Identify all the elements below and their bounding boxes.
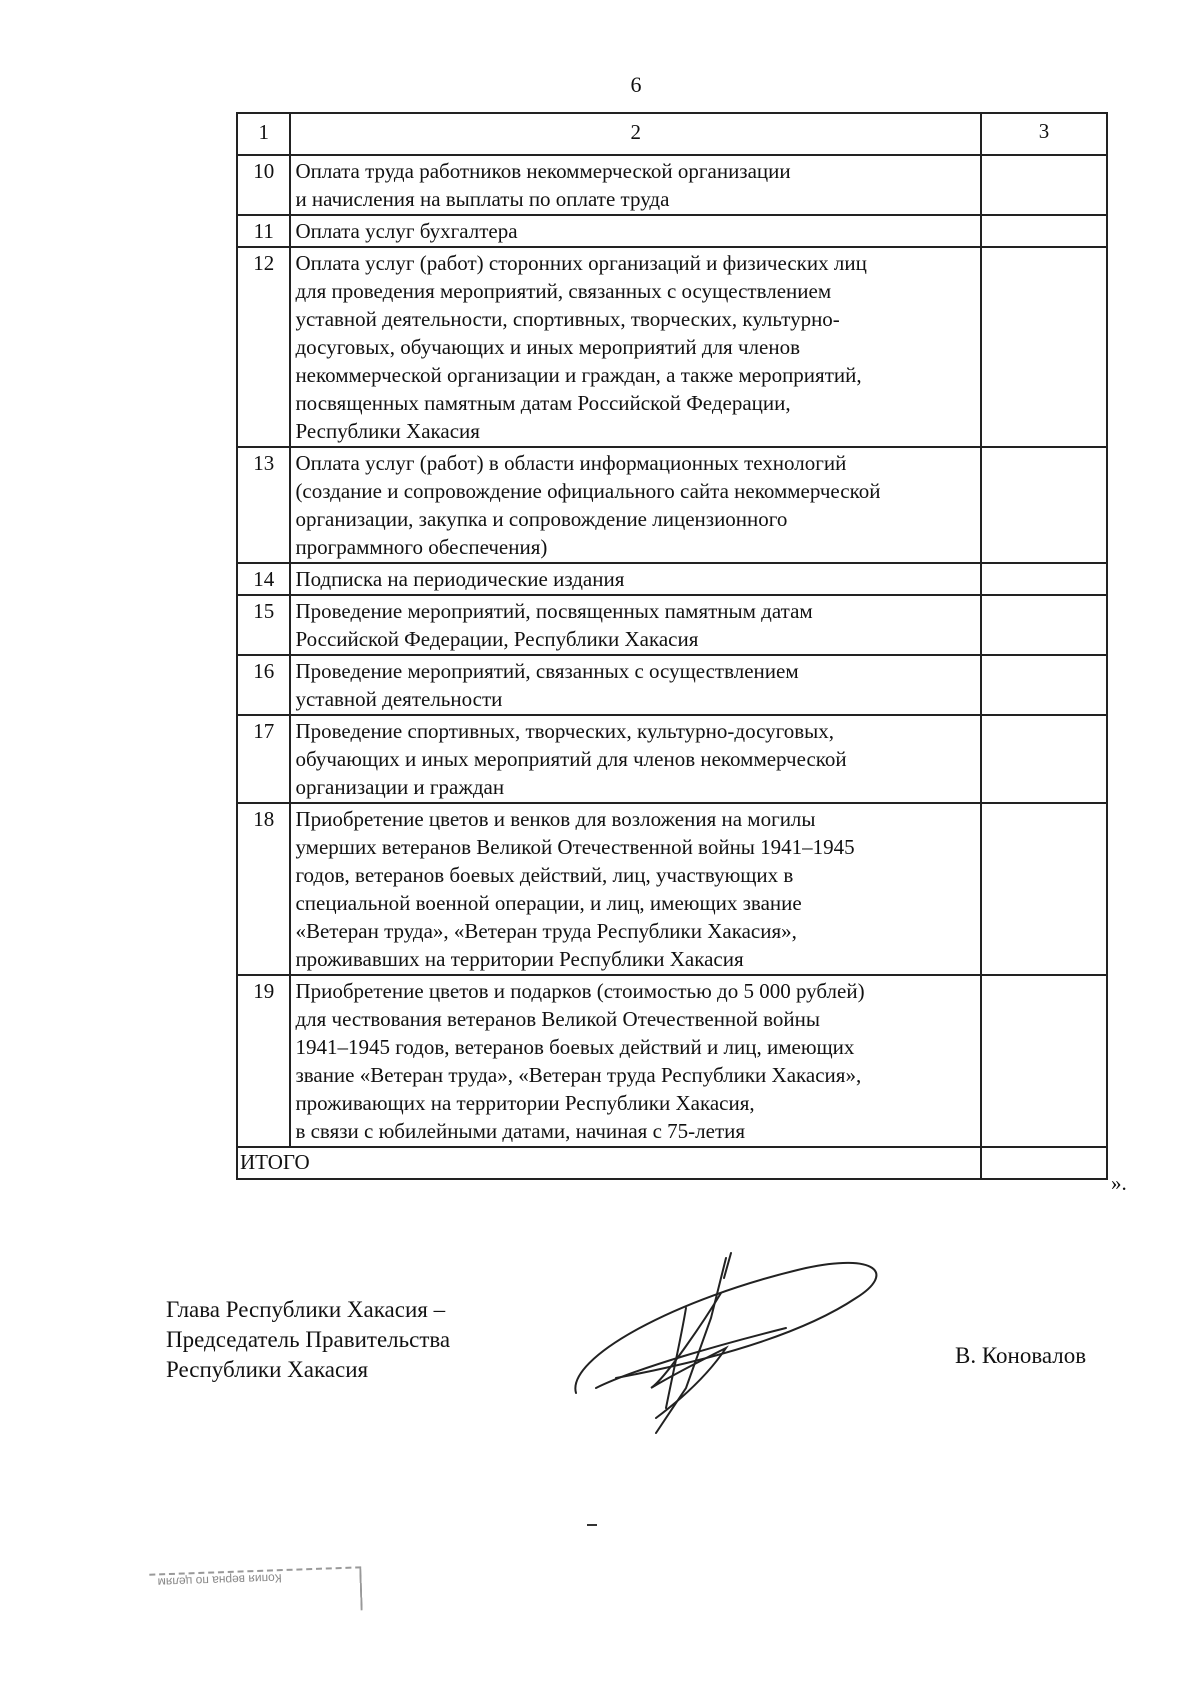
table-row xyxy=(237,447,1107,563)
row-description xyxy=(290,155,981,215)
row-number: 17 xyxy=(237,715,290,803)
row-description-line: проживавших на территории Республики Хакасия xyxy=(295,947,744,971)
total-amount xyxy=(981,1147,1107,1179)
row-number: 16 xyxy=(237,655,290,715)
row-number: 18 xyxy=(237,803,290,975)
row-amount xyxy=(981,447,1107,563)
row-description-line: специальной военной операции, и лиц, имеющих звание xyxy=(295,891,802,915)
row-description-line: досуговых, обучающих и иных мероприятий для членов xyxy=(295,335,800,359)
row-description-line: «Ветеран труда», «Ветеран труда Республики Хакасия», xyxy=(295,919,797,943)
total-label: ИТОГО xyxy=(237,1147,981,1179)
row-description-line: Республики Хакасия xyxy=(295,419,480,443)
row-description-line: обучающих и иных мероприятий для членов некоммерческой xyxy=(295,747,847,771)
table-header-row xyxy=(237,113,1107,155)
signer-name: В. Коновалов xyxy=(955,1343,1087,1368)
row-description xyxy=(290,563,981,595)
table-row xyxy=(237,155,1107,215)
copy-stamp xyxy=(149,1566,362,1617)
row-description-line: посвященных памятным датам Российской Федерации, xyxy=(295,391,791,415)
row-number: 19 xyxy=(237,975,290,1147)
row-amount xyxy=(981,803,1107,975)
signer-title xyxy=(166,1295,450,1385)
table-row xyxy=(237,803,1107,975)
page-mark xyxy=(587,1524,597,1526)
row-description-line: организации и граждан xyxy=(295,775,505,799)
total-row xyxy=(237,1147,1107,1179)
row-description xyxy=(290,655,981,715)
closing-quote: ». xyxy=(1111,1171,1127,1195)
row-amount xyxy=(981,247,1107,447)
expense-table xyxy=(236,112,1108,1180)
row-description-line: Проведение спортивных, творческих, культурно-досуговых, xyxy=(295,719,835,743)
row-number: 15 xyxy=(237,595,290,655)
row-description-line: Приобретение цветов и подарков (стоимостью до 5 000 рублей) xyxy=(295,979,865,1003)
row-number: 12 xyxy=(237,247,290,447)
row-description xyxy=(290,975,981,1147)
header-col-1: 1 xyxy=(237,113,290,155)
row-amount xyxy=(981,595,1107,655)
table-row xyxy=(237,595,1107,655)
row-description-line: организации, закупка и сопровождение лицензионного xyxy=(295,507,788,531)
row-description-line: Проведение мероприятий, посвященных памятным датам xyxy=(295,599,813,623)
row-amount xyxy=(981,655,1107,715)
signer-title-line: Глава Республики Хакасия – xyxy=(166,1297,446,1322)
row-description-line: для чествования ветеранов Великой Отечественной войны xyxy=(295,1007,821,1031)
page-number: 6 xyxy=(630,72,642,97)
row-amount xyxy=(981,563,1107,595)
signer-title-line: Республики Хакасия xyxy=(166,1357,369,1382)
header-col-3: 3 xyxy=(981,113,1107,155)
row-description-line: умерших ветеранов Великой Отечественной войны 1941–1945 xyxy=(295,835,855,859)
row-number: 13 xyxy=(237,447,290,563)
table-row xyxy=(237,715,1107,803)
row-description-line: уставной деятельности, спортивных, творческих, культурно- xyxy=(295,307,840,331)
row-description-line: звание «Ветеран труда», «Ветеран труда Республики Хакасия», xyxy=(295,1063,862,1087)
row-description xyxy=(290,247,981,447)
row-description xyxy=(290,803,981,975)
row-description-line: в связи с юбилейными датами, начиная с 75-летия xyxy=(295,1119,746,1143)
row-description xyxy=(290,215,981,247)
row-description-line: Российской Федерации, Республики Хакасия xyxy=(295,627,699,651)
row-description-line: Приобретение цветов и венков для возложения на могилы xyxy=(295,807,816,831)
row-description-line: для проведения мероприятий, связанных с осуществлением xyxy=(295,279,832,303)
table-row xyxy=(237,655,1107,715)
row-description-line: Оплата услуг (работ) в области информационных технологий xyxy=(295,451,847,475)
row-description-line: и начисления на выплаты по оплате труда xyxy=(295,187,670,211)
row-amount xyxy=(981,975,1107,1147)
row-description-line: Оплата труда работников некоммерческой организации xyxy=(295,159,791,183)
row-description-line: Оплата услуг (работ) сторонних организаций и физических лиц xyxy=(295,251,867,275)
row-amount xyxy=(981,155,1107,215)
row-number: 14 xyxy=(237,563,290,595)
row-description xyxy=(290,715,981,803)
row-description-line: уставной деятельности xyxy=(295,687,503,711)
row-amount xyxy=(981,715,1107,803)
row-amount xyxy=(981,215,1107,247)
handwritten-signature xyxy=(556,1238,896,1438)
row-description-line: Подписка на периодические издания xyxy=(295,567,625,591)
row-description-line: 1941–1945 годов, ветеранов боевых действий и лиц, имеющих xyxy=(295,1035,855,1059)
row-description-line: годов, ветеранов боевых действий, лиц, участвующих в xyxy=(295,863,794,887)
row-description-line: (создание и сопровождение официального сайта некоммерческой xyxy=(295,479,881,503)
table-row xyxy=(237,563,1107,595)
row-number: 10 xyxy=(237,155,290,215)
header-col-2: 2 xyxy=(290,113,981,155)
row-number: 11 xyxy=(237,215,290,247)
row-description xyxy=(290,447,981,563)
table-row xyxy=(237,247,1107,447)
row-description-line: программного обеспечения) xyxy=(295,535,548,559)
signer-title-line: Председатель Правительства xyxy=(166,1327,451,1352)
row-description-line: Оплата услуг бухгалтера xyxy=(295,219,518,243)
stamp-text: Копия верна по целям xyxy=(157,1571,282,1590)
table-row xyxy=(237,975,1107,1147)
row-description-line: Проведение мероприятий, связанных с осуществлением xyxy=(295,659,799,683)
row-description-line: проживающих на территории Республики Хакасия, xyxy=(295,1091,755,1115)
row-description-line: некоммерческой организации и граждан, а также мероприятий, xyxy=(295,363,862,387)
table-row xyxy=(237,215,1107,247)
row-description xyxy=(290,595,981,655)
